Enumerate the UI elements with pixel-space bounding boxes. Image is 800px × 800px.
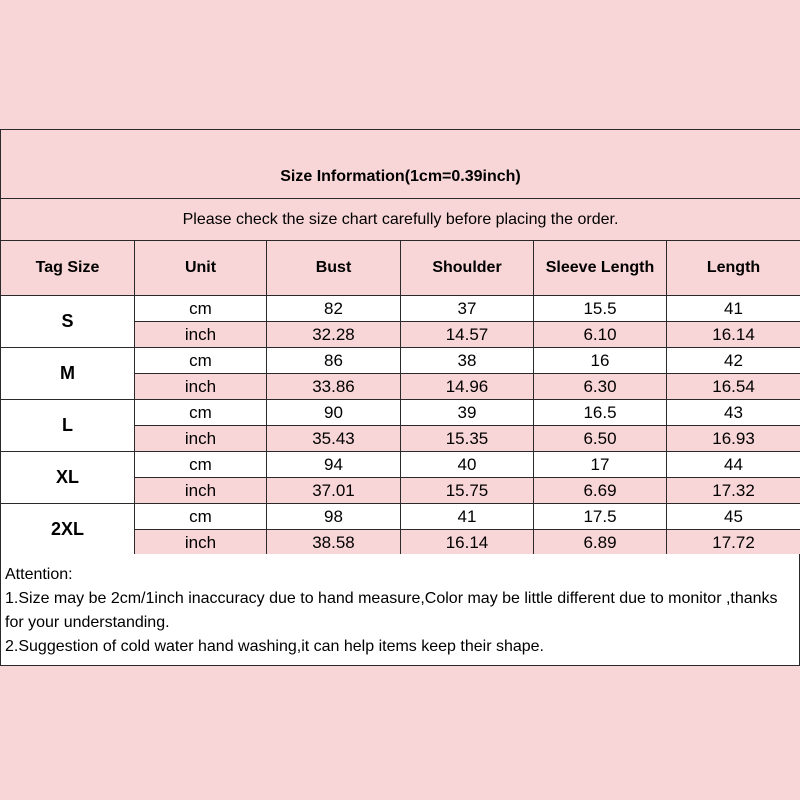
unit-cell: cm — [135, 452, 267, 478]
header-length: Length — [667, 241, 800, 296]
measurement-cell: 82 — [267, 296, 401, 322]
measurement-cell: 90 — [267, 400, 401, 426]
header-sleeve-length: Sleeve Length — [534, 241, 667, 296]
measurement-cell: 6.10 — [534, 322, 667, 348]
header-unit: Unit — [135, 241, 267, 296]
attention-notes — [0, 554, 800, 666]
measurement-cell: 35.43 — [267, 426, 401, 452]
measurement-cell: 15.35 — [401, 426, 534, 452]
measurement-cell: 44 — [667, 452, 800, 478]
measurement-cell: 17.72 — [667, 530, 800, 556]
measurement-cell: 14.57 — [401, 322, 534, 348]
tag-size-cell: M — [1, 348, 135, 400]
measurement-cell: 41 — [401, 504, 534, 530]
notes-heading: Attention: — [5, 566, 73, 583]
measurement-cell: 17 — [534, 452, 667, 478]
size-row-cm — [1, 348, 800, 374]
measurement-cell: 17.5 — [534, 504, 667, 530]
size-row-cm — [1, 400, 800, 426]
notes-line-1: 1.Size may be 2cm/1inch inaccuracy due to hand measure,Color may be little different due to monitor ,thanks for your understanding. — [5, 590, 778, 631]
unit-cell: inch — [135, 322, 267, 348]
measurement-cell: 37 — [401, 296, 534, 322]
measurement-cell: 16 — [534, 348, 667, 374]
measurement-cell: 15.75 — [401, 478, 534, 504]
size-chart-sheet — [0, 129, 800, 666]
chart-subtitle: Please check the size chart carefully before placing the order. — [1, 199, 800, 241]
measurement-cell: 86 — [267, 348, 401, 374]
measurement-cell: 6.30 — [534, 374, 667, 400]
tag-size-cell: 2XL — [1, 504, 135, 556]
measurement-cell: 6.69 — [534, 478, 667, 504]
measurement-cell: 94 — [267, 452, 401, 478]
measurement-cell: 33.86 — [267, 374, 401, 400]
measurement-cell: 14.96 — [401, 374, 534, 400]
size-table — [0, 129, 800, 556]
measurement-cell: 6.50 — [534, 426, 667, 452]
measurement-cell: 15.5 — [534, 296, 667, 322]
measurement-cell: 16.93 — [667, 426, 800, 452]
unit-cell: cm — [135, 504, 267, 530]
unit-cell: inch — [135, 374, 267, 400]
measurement-cell: 43 — [667, 400, 800, 426]
size-row-cm — [1, 452, 800, 478]
header-bust: Bust — [267, 241, 401, 296]
notes-line-2: 2.Suggestion of cold water hand washing,it can help items keep their shape. — [5, 638, 544, 655]
header-tag-size: Tag Size — [1, 241, 135, 296]
measurement-cell: 40 — [401, 452, 534, 478]
measurement-cell: 37.01 — [267, 478, 401, 504]
measurement-cell: 98 — [267, 504, 401, 530]
tag-size-cell: L — [1, 400, 135, 452]
measurement-cell: 16.54 — [667, 374, 800, 400]
unit-cell: inch — [135, 530, 267, 556]
unit-cell: inch — [135, 478, 267, 504]
measurement-cell: 16.5 — [534, 400, 667, 426]
measurement-cell: 17.32 — [667, 478, 800, 504]
size-row-cm — [1, 296, 800, 322]
unit-cell: inch — [135, 426, 267, 452]
chart-title: Size Information(1cm=0.39inch) — [1, 130, 800, 199]
unit-cell: cm — [135, 348, 267, 374]
measurement-cell: 6.89 — [534, 530, 667, 556]
tag-size-cell: S — [1, 296, 135, 348]
unit-cell: cm — [135, 296, 267, 322]
measurement-cell: 42 — [667, 348, 800, 374]
header-row — [1, 241, 800, 296]
measurement-cell: 38 — [401, 348, 534, 374]
size-row-cm — [1, 504, 800, 530]
unit-cell: cm — [135, 400, 267, 426]
measurement-cell: 39 — [401, 400, 534, 426]
measurement-cell: 41 — [667, 296, 800, 322]
measurement-cell: 16.14 — [401, 530, 534, 556]
measurement-cell: 16.14 — [667, 322, 800, 348]
measurement-cell: 32.28 — [267, 322, 401, 348]
tag-size-cell: XL — [1, 452, 135, 504]
measurement-cell: 45 — [667, 504, 800, 530]
measurement-cell: 38.58 — [267, 530, 401, 556]
header-shoulder: Shoulder — [401, 241, 534, 296]
